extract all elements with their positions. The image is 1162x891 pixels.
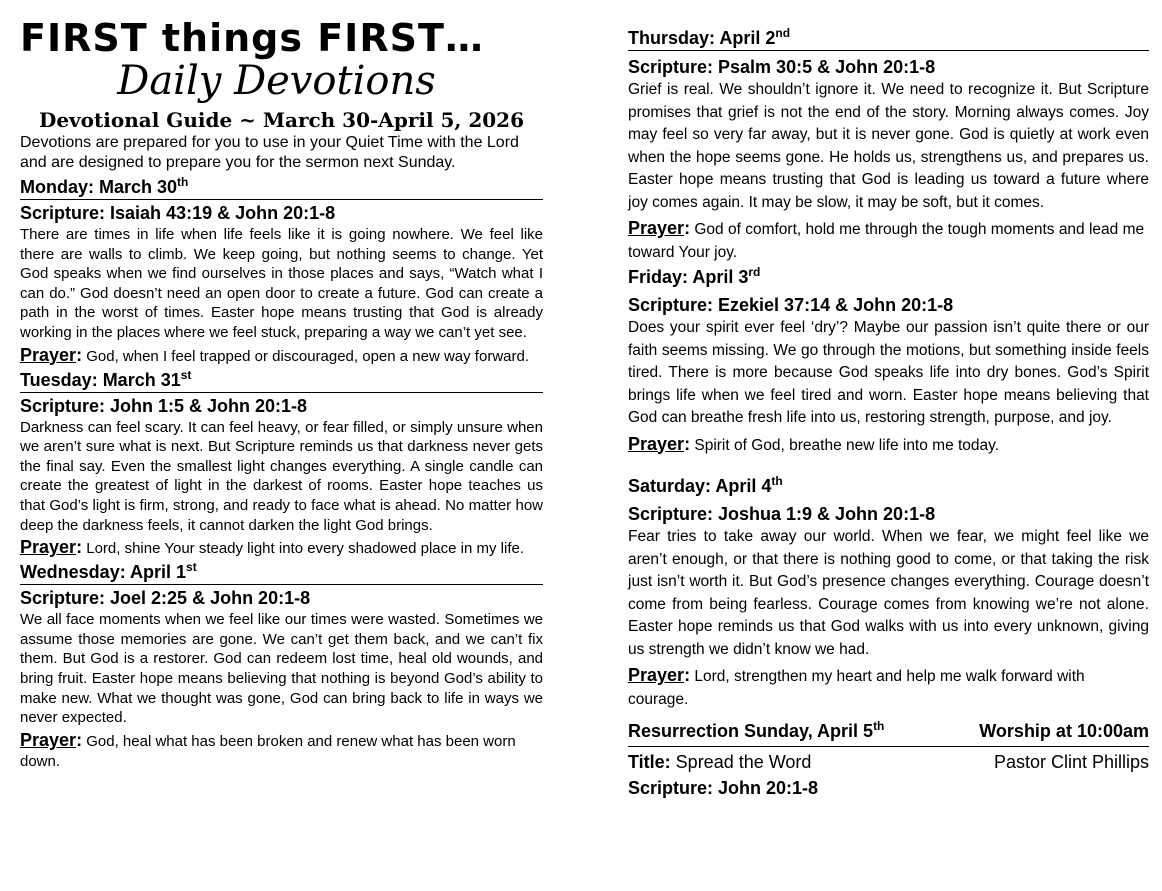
scripture-reference: Scripture: John 1:5 & John 20:1-8 bbox=[20, 395, 308, 416]
pastor-name: Pastor Clint Phillips bbox=[993, 752, 1149, 772]
sermon-scripture: Scripture: John 20:1-8 bbox=[628, 778, 819, 798]
prayer-label: Prayer bbox=[20, 537, 77, 558]
prayer: Prayer: God, when I feel trapped or discouraged, open a new way forward. bbox=[20, 344, 529, 365]
devotion-tuesday bbox=[20, 369, 543, 560]
prayer: Prayer: Lord, shine Your steady light into every shadowed place in my life. bbox=[20, 537, 524, 558]
intro-text: Devotions are prepared for you to use in your Quiet Time with the Lord and are designed to prepare you for the sermon next Sunday. bbox=[20, 134, 519, 171]
devotion-saturday bbox=[628, 475, 1149, 711]
right-column bbox=[628, 27, 1149, 800]
devotion-text: Grief is real. We shouldn’t ignore it. We need to recognize it. But Scripture promises that grief is not the end of the story. Morning always comes. Joy may feel so very far away, but it is never gone. God is quietly at work even when the hope seems gone. He holds us, strengthens us, and prepares us. Easter hope means trusting that God is leading us toward a future where joy comes again. It may be slow, it may be soft, but it comes. bbox=[628, 81, 1149, 211]
prayer-label: Prayer bbox=[628, 665, 685, 685]
scripture-reference: Scripture: Psalm 30:5 & John 20:1-8 bbox=[628, 57, 936, 77]
sunday-sermon bbox=[628, 719, 1149, 800]
devotion-text: Darkness can feel scary. It can feel heavy, or fear filled, or simply unsure when we aren’t sure what is next. But Scripture reminds us that darkness never gets the final say. Even the smallest light changes everything. A single candle can create the greatest of light in the darkest of rooms. Easter hope teaches us that God’s light is firm, strong, and ready to face what is ahead. No matter how deep the darkness feels, it cannot darken the light God brings. bbox=[20, 418, 543, 534]
prayer: Prayer: God of comfort, hold me through the tough moments and lead me toward Your joy. bbox=[628, 218, 1145, 261]
prayer: Prayer: God, heal what has been broken and renew what has been worn down. bbox=[20, 729, 516, 770]
prayer-label: Prayer bbox=[628, 218, 685, 238]
devotion-friday bbox=[628, 266, 1149, 457]
devotion-monday bbox=[20, 176, 543, 367]
newsletter-title: FIRST things FIRST… bbox=[20, 16, 484, 60]
sunday-heading bbox=[628, 719, 1149, 747]
newsletter-subtitle: Daily Devotions bbox=[117, 58, 436, 104]
scripture-reference: Scripture: Isaiah 43:19 & John 20:1-8 bbox=[20, 203, 336, 223]
devotion-text: We all face moments when we feel like our times were wasted. Sometimes we assume those memories are gone. We can’t get them back, and we can’t fix them. But God is a restorer. God can redeem lost time, heal old wounds, and bring fruit. Easter hope means believing that nothing is beyond God’s ability to make new. What we thought was gone, God can bring back to life in ways we never expected. bbox=[20, 611, 543, 727]
devotion-thursday bbox=[628, 27, 1149, 264]
left-column bbox=[20, 0, 543, 772]
sermon-title: Title: Spread the Word bbox=[628, 752, 812, 772]
sermon-title-row bbox=[628, 749, 1149, 775]
devotion-wednesday bbox=[20, 561, 543, 772]
day-heading: Tuesday: March 31st bbox=[20, 369, 543, 393]
scripture-reference: Scripture: Ezekiel 37:14 & John 20:1-8 bbox=[628, 295, 954, 315]
devotion-text: Fear tries to take away our world. When we fear, we might feel like we aren’t enough, or that there is nothing good to come, or that taking the risk just isn’t worth it. But God’s presence changes everything. Courage doesn’t come from being fearless. Courage comes from knowing we’re not alone. Easter hope reminds us that God walks with us into every unknown, giving us strength we didn’t know we had. bbox=[628, 528, 1149, 658]
day-heading: Friday: April 3rd bbox=[628, 265, 761, 287]
devotion-text: Does your spirit ever feel ‘dry’? Maybe our passion isn’t quite there or our faith seems missing. We go through the motions, but something inside feels tired. There is more because God speaks life into dry bones. God’s Spirit brings life when we feel tired and worn. Easter hope means believing that God can breathe fresh life into us, restoring strength, purpose, and joy. bbox=[628, 319, 1149, 426]
prayer-label: Prayer bbox=[20, 344, 77, 365]
day-heading: Wednesday: April 1st bbox=[20, 561, 543, 585]
prayer-label: Prayer bbox=[20, 729, 77, 750]
devotion-text: There are times in life when life feels like it is going nowhere. We feel like there are walls to climb. We keep going, but nothing seems to change. Yet God speaks when we find ourselves in those places and says, “Watch what I can do.” God doesn’t need an open door to create a future. God can create a path in the worst of times. Easter hope means trusting that God is already working in the places where we feel stuck, preparing a way we can’t yet see. bbox=[20, 226, 543, 341]
worship-time: Worship at 10:00am bbox=[979, 721, 1149, 741]
scripture-reference: Scripture: Joshua 1:9 & John 20:1-8 bbox=[628, 504, 936, 524]
prayer: Prayer: Spirit of God, breathe new life into me today. bbox=[628, 433, 1000, 454]
prayer: Prayer: Lord, strengthen my heart and help me walk forward with courage. bbox=[628, 665, 1085, 708]
day-heading: Monday: March 30th bbox=[20, 176, 543, 200]
sunday-date: Resurrection Sunday, April 5th bbox=[628, 719, 885, 741]
day-heading: Saturday: April 4th bbox=[628, 474, 783, 496]
scripture-reference: Scripture: Joel 2:25 & John 20:1-8 bbox=[20, 588, 311, 609]
guide-heading: Devotional Guide ~ March 30-April 5, 2026 bbox=[38, 108, 525, 132]
day-heading: Thursday: April 2nd bbox=[628, 27, 1149, 51]
prayer-label: Prayer bbox=[628, 433, 685, 454]
